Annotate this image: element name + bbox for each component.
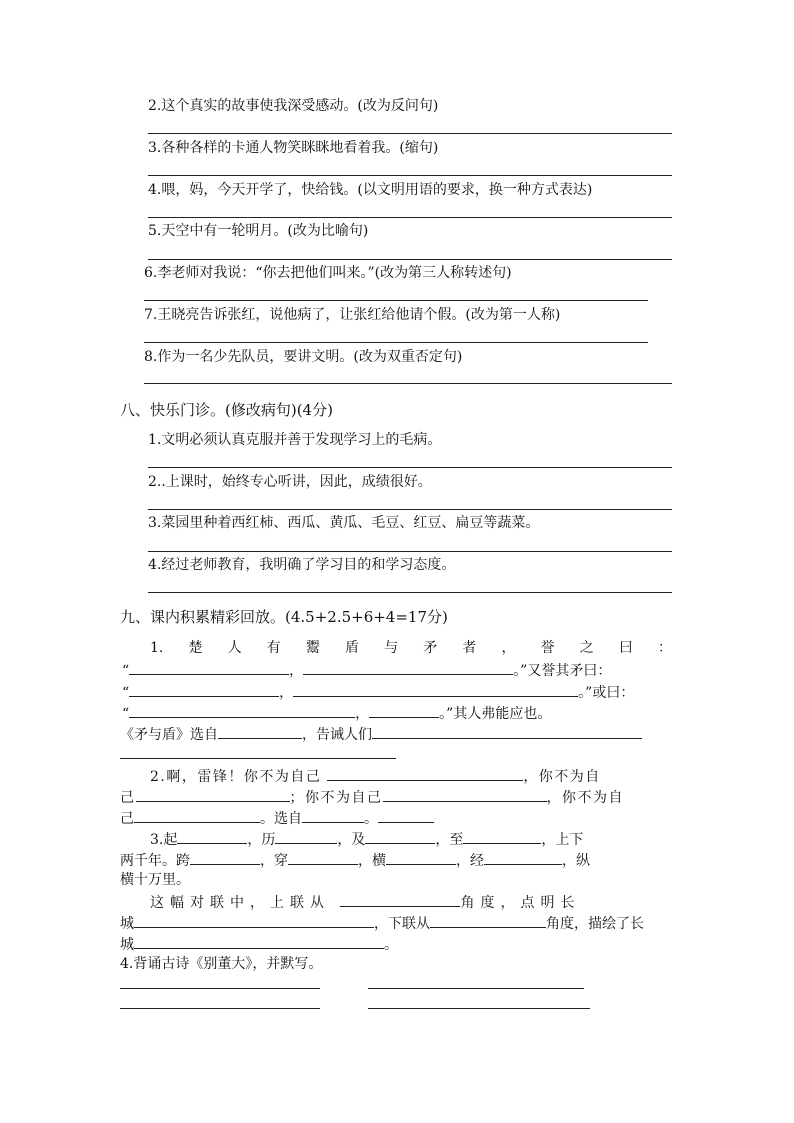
s7-item-8: 8.作为一名少先队员，要讲文明。(改为双重否定句) xyxy=(144,349,463,365)
q1-char: 曰 xyxy=(618,640,633,656)
q1-char: 之 xyxy=(579,640,594,656)
q2-line2: 己 ；你不为自己 ，你不为自 xyxy=(120,787,624,807)
blank[interactable] xyxy=(340,892,460,907)
answer-line[interactable] xyxy=(144,342,648,343)
blank[interactable] xyxy=(134,913,374,928)
s7-item-4: 4.喂，妈，今天开学了，快给钱。(以文明用语的要求，换一种方式表达) xyxy=(148,182,593,198)
blank[interactable] xyxy=(129,682,279,697)
q2-line1: 2.啊，雷锋！你不为自己 ，你不为自 xyxy=(150,766,601,786)
blank[interactable] xyxy=(129,660,289,675)
blank[interactable] xyxy=(484,850,562,865)
blank[interactable] xyxy=(365,829,435,844)
blank[interactable] xyxy=(134,808,260,823)
blank[interactable] xyxy=(463,829,541,844)
q1-char: 楚 xyxy=(188,640,203,656)
blank[interactable] xyxy=(369,703,439,718)
q1-char: 与 xyxy=(384,640,399,656)
s8-item-1: 1.文明必须认真克服并善于发现学习上的毛病。 xyxy=(148,432,442,448)
blank[interactable] xyxy=(430,913,546,928)
s8-item-4: 4.经过老师教育，我明确了学习目的和学习态度。 xyxy=(148,557,456,573)
q1-line1 xyxy=(150,639,672,657)
section8-title: 八、快乐门诊。(修改病句)(4分) xyxy=(120,401,333,419)
blank[interactable] xyxy=(383,787,547,802)
q3-line5: 城 ，下联从 角度，描绘了长 xyxy=(120,913,644,933)
q1-line3: “ ， 。”或曰： xyxy=(122,682,634,702)
blank[interactable] xyxy=(288,850,358,865)
q3-line3: 横十万里。 xyxy=(120,872,190,888)
blank[interactable] xyxy=(293,682,578,697)
blank[interactable] xyxy=(378,808,434,823)
blank[interactable] xyxy=(327,766,523,781)
poem-line[interactable] xyxy=(120,1008,320,1009)
blank[interactable] xyxy=(372,724,642,739)
s8-item-2: 2..上课时，始终专心听讲，因此，成绩很好。 xyxy=(148,474,432,490)
q1-line5: 《矛与盾》选自 ，告诫人们 xyxy=(120,724,642,744)
q1-line2-end: 。”又誉其矛曰： xyxy=(513,663,612,679)
q1-char: 有 xyxy=(266,640,281,656)
q1-line4-end: 。”其人弗能应也。 xyxy=(439,706,552,722)
blank[interactable] xyxy=(136,787,290,802)
poem-line[interactable] xyxy=(368,988,584,989)
q1-char: 1. xyxy=(150,640,164,656)
blank[interactable] xyxy=(190,850,260,865)
q1-char: ： xyxy=(657,640,672,656)
s7-item-7: 7.王晓亮告诉张红，说他病了，让张红给他请个假。(改为第一人称) xyxy=(144,307,561,323)
answer-line[interactable] xyxy=(148,509,672,510)
s7-item-5: 5.天空中有一轮明月。(改为比喻句) xyxy=(148,223,369,239)
blank[interactable] xyxy=(303,660,513,675)
section9-title: 九、课内积累精彩回放。(4.5+2.5+6+4=17分) xyxy=(120,608,448,626)
q1-char: 盾 xyxy=(344,640,359,656)
answer-line[interactable] xyxy=(120,758,396,759)
blank[interactable] xyxy=(177,829,247,844)
q1-line3-end: 。”或曰： xyxy=(578,685,635,701)
poem-line[interactable] xyxy=(368,1008,590,1009)
s8-item-3: 3.菜园里种着西红柿、西瓜、黄瓜、毛豆、红豆、扁豆等蔬菜。 xyxy=(148,515,540,531)
poem-line[interactable] xyxy=(120,988,320,989)
q1-line2: “ ， 。”又誉其矛曰： xyxy=(122,660,611,680)
q1-char: 誉 xyxy=(540,640,555,656)
answer-line[interactable] xyxy=(148,217,672,218)
answer-line[interactable] xyxy=(148,259,672,260)
q3-line4: 这幅对联中，上联从 角度，点明长 xyxy=(150,892,580,912)
blank[interactable] xyxy=(386,850,456,865)
blank[interactable] xyxy=(134,934,384,949)
answer-line[interactable] xyxy=(144,300,648,301)
q2-line3: 己 。选自 。 xyxy=(120,808,434,828)
s7-item-2: 2.这个真实的故事使我深受感动。(改为反问句) xyxy=(148,98,439,114)
blank[interactable] xyxy=(302,808,364,823)
q1-char: 矛 xyxy=(423,640,438,656)
q3-line1: 3.起 ，历 ，及 ，至 ，上下 xyxy=(150,829,583,849)
q1-char: 人 xyxy=(227,640,242,656)
answer-line[interactable] xyxy=(148,133,672,134)
s7-item-6: 6.李老师对我说：“你去把他们叫来。”(改为第三人称转述句) xyxy=(144,265,512,281)
s7-item-3: 3.各种各样的卡通人物笑眯眯地看着我。(缩句) xyxy=(148,140,439,156)
blank[interactable] xyxy=(275,829,337,844)
q1-char: 鬻 xyxy=(305,640,320,656)
answer-line[interactable] xyxy=(148,175,672,176)
answer-line[interactable] xyxy=(144,383,672,384)
q1-line4: “ ， 。”其人弗能应也。 xyxy=(122,703,551,723)
answer-line[interactable] xyxy=(148,467,672,468)
q4-prompt: 4.背诵古诗《别董大》，并默写。 xyxy=(120,956,323,972)
blank[interactable] xyxy=(218,724,302,739)
blank[interactable] xyxy=(129,703,355,718)
q1-char: 者 xyxy=(462,640,477,656)
answer-line[interactable] xyxy=(148,551,672,552)
answer-line[interactable] xyxy=(148,592,672,593)
q1-char: ， xyxy=(501,640,516,656)
q3-line2: 两千年。跨 ，穿 ，横 ，经 ，纵 xyxy=(120,850,590,870)
q3-line6: 城 。 xyxy=(120,934,398,954)
